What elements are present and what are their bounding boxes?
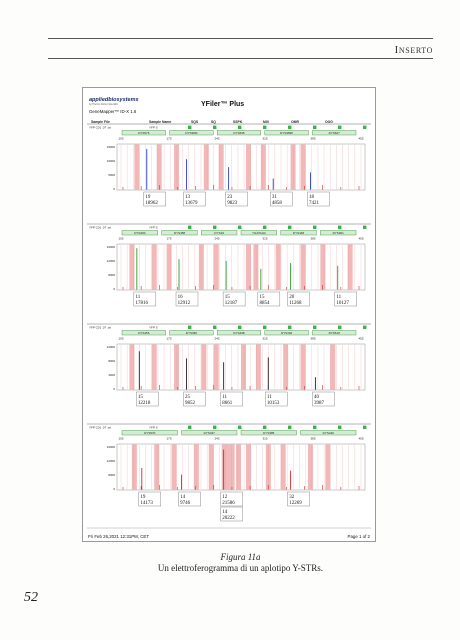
panel-0-call-allele-4: 18 xyxy=(309,194,315,200)
panel-1-quality-flag-6 xyxy=(338,226,341,229)
panel-1-x-tick-0: 105 xyxy=(118,236,124,241)
panel-1-call-height-2: 12187 xyxy=(224,301,238,306)
panel-3-x-tick-4: 385 xyxy=(310,436,316,441)
panel-1-call-allele-0: 11 xyxy=(135,294,141,300)
page-number: 52 xyxy=(24,590,38,605)
panel-1-locus-0: DYS460 xyxy=(134,231,146,235)
panel-2-x-tick-2: 245 xyxy=(214,336,220,341)
panel-2-quality-flag-2 xyxy=(238,326,241,329)
panel-3-quality-flag-2 xyxy=(238,426,241,429)
table-header-7: OOG xyxy=(325,120,333,124)
panel-0-call-allele-2: 23 xyxy=(227,194,233,200)
panel-1-quality-flag-3 xyxy=(263,226,266,229)
panel-3-bin-band-3 xyxy=(194,445,199,490)
panel-0-quality-flag-2 xyxy=(238,126,241,129)
panel-3-x-tick-5: 455 xyxy=(358,436,364,441)
panel-2-y-tick-1: 8000 xyxy=(108,359,115,363)
panel-3-x-tick-2: 245 xyxy=(214,436,220,441)
brand-logo-subtitle: by Thermo Fisher Scientific xyxy=(89,103,118,106)
panel-3-x-tick-1: 175 xyxy=(166,436,172,441)
panel-2-locus-2: DYS438 xyxy=(233,331,245,335)
panel-0-x-tick-4: 385 xyxy=(310,136,316,141)
panel-0-call-height-2: 9823 xyxy=(227,201,238,206)
panel-3-bin-band-10 xyxy=(325,445,330,490)
panel-1-bin-band-8 xyxy=(301,245,306,290)
panel-0-x-tick-1: 175 xyxy=(166,136,172,141)
brand-logo: appliedbiosystems xyxy=(89,97,139,103)
panel-3-call-height-0: 14173 xyxy=(140,501,153,506)
panel-0-y-tick-1: 10000 xyxy=(106,159,115,163)
panel-0-bin-band-3 xyxy=(204,145,209,190)
panel-0-y-tick-2: 5000 xyxy=(108,173,115,177)
panel-3-quality-flag-4 xyxy=(288,426,291,429)
panel-2-bin-band-1 xyxy=(152,345,157,390)
panel-1-quality-flag-4 xyxy=(288,226,291,229)
report-page-indicator: Page 1 of 2 xyxy=(347,534,370,539)
panel-2-call-allele-4: 40 xyxy=(314,394,319,400)
panel-0-y-tick-3: 0 xyxy=(113,187,115,191)
panel-1-bin-band-1 xyxy=(152,245,157,290)
kit-title: YFiler™ Plus xyxy=(201,101,245,108)
panel-1-x-tick-1: 175 xyxy=(166,236,172,241)
panel-2-locus-4: DYS518 xyxy=(328,331,340,335)
panel-2-quality-flag-4 xyxy=(288,326,291,329)
panel-2-quality-flag-5 xyxy=(313,326,316,329)
table-header-5: MIX xyxy=(263,120,270,124)
panel-1-bin-band-0 xyxy=(129,245,134,290)
panel-1-y-tick-3: 0 xyxy=(113,287,115,291)
panel-3-call-height-3: 12269 xyxy=(289,501,302,506)
panel-2-bin-band-6 xyxy=(256,345,261,390)
panel-3-y-tick-0: 16000 xyxy=(106,445,115,449)
report-timestamp: Fri Feb 26,2021 12:31PM, CET xyxy=(88,534,150,539)
panel-1-bin-band-2 xyxy=(167,245,172,290)
figure-caption xyxy=(48,552,433,574)
panel-1-bin-band-7 xyxy=(276,245,281,290)
panel-0-sample-name: YFP S xyxy=(149,125,158,130)
panel-0-locus-2: DYS635 xyxy=(233,131,245,135)
panel-1-bin-band-10 xyxy=(348,245,353,290)
panel-0-bin-band-8 xyxy=(301,145,306,190)
panel-3-call-allele-1: 14 xyxy=(180,494,186,500)
panel-1-locus-3: YGATAH4 xyxy=(252,231,266,235)
panel-1-call-height-0: 17816 xyxy=(135,301,148,306)
panel-2-quality-flag-1 xyxy=(213,326,216,329)
panel-2-y-tick-2: 4000 xyxy=(108,373,115,377)
panel-1-quality-flag-7 xyxy=(363,226,366,229)
panel-3-quality-flag-3 xyxy=(263,426,266,429)
software-version: GeneMapper™ ID-X 1.6 xyxy=(89,109,137,114)
panel-1-quality-flag-1 xyxy=(213,226,216,229)
panel-3-extra-call-height: 20222 xyxy=(222,516,235,521)
panel-0-bin-band-0 xyxy=(134,145,139,190)
panel-1-y-tick-2: 8000 xyxy=(108,273,115,277)
panel-0-bin-band-2 xyxy=(174,145,179,190)
panel-3-call-allele-0: 19 xyxy=(140,494,146,500)
panel-2-y-tick-3: 0 xyxy=(113,387,115,391)
panel-3-locus-2: DYS385 xyxy=(263,431,275,435)
panel-3-bin-band-8 xyxy=(281,445,286,490)
panel-0-bin-band-7 xyxy=(291,145,296,190)
panel-1-bin-band-9 xyxy=(320,245,325,290)
panel-3-sample-name: YFP S xyxy=(149,425,158,430)
panel-0-call-height-3: 4858 xyxy=(271,201,282,206)
table-header-0: Sample File xyxy=(91,120,110,124)
panel-3-locus-3: DYS449 xyxy=(322,431,334,435)
panel-2-quality-flag-3 xyxy=(263,326,266,329)
panel-2-call-allele-3: 11 xyxy=(266,394,272,400)
panel-3-quality-flag-5 xyxy=(313,426,316,429)
panel-3-quality-flag-6 xyxy=(338,426,341,429)
panel-3-bin-band-5 xyxy=(236,445,241,490)
running-head: Inserto xyxy=(394,44,433,56)
electropherogram-svg xyxy=(83,88,375,541)
table-header-1: Sample Name xyxy=(149,120,172,124)
panel-0-bin-band-6 xyxy=(261,145,266,190)
panel-1-y-tick-1: 12000 xyxy=(106,259,115,263)
panel-2-quality-flag-0 xyxy=(188,326,191,329)
panel-2-x-tick-0: 105 xyxy=(118,336,124,341)
panel-2-call-height-2: 8661 xyxy=(222,401,233,406)
panel-1-quality-flag-2 xyxy=(238,226,241,229)
panel-0-locus-0: DYS576 xyxy=(138,131,150,135)
panel-3-bin-band-1 xyxy=(154,445,159,490)
table-header-6: OMR xyxy=(291,120,299,124)
panel-2-call-height-1: 9852 xyxy=(185,401,196,406)
panel-1-locus-2: DYS19 xyxy=(214,231,224,235)
panel-0-call-allele-0: 19 xyxy=(145,194,151,200)
panel-2-bin-band-3 xyxy=(201,345,206,390)
electropherogram-figure xyxy=(82,87,376,542)
panel-2-call-height-4: 3987 xyxy=(314,401,324,406)
panel-0-sample-file: YFP C01 .07 .txt xyxy=(89,125,111,130)
panel-2-locus-3: DYS392 xyxy=(281,331,293,335)
panel-0-call-height-0: 18962 xyxy=(145,201,158,206)
panel-1-sample-file: YFP C01 .07 .txt xyxy=(89,225,111,230)
panel-0-locus-3: DYS389II xyxy=(280,131,294,135)
panel-2-call-allele-0: 15 xyxy=(137,394,143,400)
panel-0-locus-4: DYS627 xyxy=(328,131,340,135)
table-header-3: SQ xyxy=(211,120,216,124)
panel-0-quality-flag-4 xyxy=(288,126,291,129)
panel-3-call-height-2: 21586 xyxy=(222,501,235,506)
panel-3-call-allele-3: 32 xyxy=(289,494,295,500)
panel-2-x-tick-3: 315 xyxy=(262,336,268,341)
table-header-2: SQS xyxy=(191,120,199,124)
panel-0-x-tick-3: 315 xyxy=(262,136,268,141)
panel-2-y-tick-0: 12000 xyxy=(106,345,115,349)
panel-0-locus-1: DYS389I xyxy=(185,131,198,135)
panel-1-locus-4: DYS448 xyxy=(292,231,305,235)
caption-title: Figura 11a xyxy=(220,552,261,562)
panel-3-y-tick-2: 8000 xyxy=(108,473,115,477)
panel-3-x-tick-0: 105 xyxy=(118,436,124,441)
panel-1-bin-band-6 xyxy=(253,245,258,290)
panel-2-x-tick-5: 455 xyxy=(358,336,364,341)
panel-2-x-tick-1: 175 xyxy=(166,336,172,341)
panel-1-quality-flag-0 xyxy=(188,226,191,229)
panel-3-y-tick-3: 0 xyxy=(113,487,115,491)
panel-1-locus-5: DYS391 xyxy=(332,231,344,235)
panel-3-call-height-1: 9746 xyxy=(180,501,191,506)
panel-2-locus-1: DYS390 xyxy=(185,331,197,335)
panel-3-bin-band-7 xyxy=(266,445,271,490)
panel-1-call-allele-2: 15 xyxy=(224,294,230,300)
panel-2-bin-band-9 xyxy=(330,345,335,390)
panel-3-sample-file: YFP C01 .07 .txt xyxy=(89,425,111,430)
panel-2-x-tick-4: 385 xyxy=(310,336,316,341)
panel-1-bin-band-4 xyxy=(214,245,219,290)
panel-2-bin-band-2 xyxy=(174,345,179,390)
table-header-4: SSPK xyxy=(233,120,243,124)
panel-2-call-height-3: 10153 xyxy=(266,401,280,406)
panel-3-quality-flag-0 xyxy=(188,426,191,429)
panel-1-locus-1: DYS458 xyxy=(173,231,186,235)
panel-0-call-height-1: 13679 xyxy=(185,201,198,206)
panel-1-call-allele-5: 11 xyxy=(336,294,342,300)
panel-3-x-tick-3: 315 xyxy=(262,436,268,441)
panel-1-call-allele-3: 15 xyxy=(259,294,265,300)
panel-2-bin-band-5 xyxy=(241,345,246,390)
panel-0-quality-flag-6 xyxy=(338,126,341,129)
panel-2-call-allele-1: 25 xyxy=(185,394,191,400)
panel-1-call-height-4: 11268 xyxy=(289,301,302,306)
panel-2-sample-file: YFP C01 .07 .txt xyxy=(89,325,111,330)
panel-0-x-tick-2: 245 xyxy=(214,136,220,141)
panel-3-locus-1: DYS437 xyxy=(203,431,215,435)
panel-3-y-tick-1: 12000 xyxy=(106,459,115,463)
panel-1-bin-band-3 xyxy=(199,245,204,290)
panel-0-x-tick-5: 455 xyxy=(358,136,364,141)
panel-3-bin-band-2 xyxy=(172,445,177,490)
panel-3-locus-0: DYS570 xyxy=(144,431,156,435)
panel-3-quality-flag-1 xyxy=(213,426,216,429)
panel-2-bin-band-4 xyxy=(214,345,219,390)
panel-0-bin-band-1 xyxy=(157,145,162,190)
header-rule-top xyxy=(48,38,433,39)
panel-3-bin-band-0 xyxy=(132,445,137,490)
panel-0-quality-flag-1 xyxy=(213,126,216,129)
panel-1-sample-name: YFP S xyxy=(149,225,158,230)
panel-1-x-tick-2: 245 xyxy=(214,236,220,241)
panel-1-quality-flag-5 xyxy=(313,226,316,229)
panel-2-quality-flag-6 xyxy=(338,326,341,329)
panel-0-quality-flag-7 xyxy=(363,126,366,129)
panel-1-y-tick-0: 16000 xyxy=(106,245,115,249)
caption-text: Un elettroferogramma di un aplotipo Y-STRs. xyxy=(157,563,324,573)
panel-1-call-height-1: 12912 xyxy=(177,301,191,306)
panel-2-sample-name: YFP S xyxy=(149,325,158,330)
header-rule-bottom xyxy=(48,58,433,59)
panel-2-bin-band-7 xyxy=(283,345,288,390)
panel-1-call-allele-1: 16 xyxy=(177,294,183,300)
panel-3-extra-call-allele: 14 xyxy=(222,509,228,515)
panel-2-bin-band-8 xyxy=(301,345,306,390)
panel-0-x-tick-0: 105 xyxy=(118,136,124,141)
panel-3-bin-band-9 xyxy=(308,445,313,490)
panel-2-bin-band-0 xyxy=(129,345,134,390)
panel-0-quality-flag-5 xyxy=(313,126,316,129)
panel-0-call-height-4: 7421 xyxy=(309,201,320,206)
panel-2-call-allele-2: 11 xyxy=(222,394,228,400)
panel-3-bin-band-4 xyxy=(209,445,214,490)
panel-0-quality-flag-3 xyxy=(263,126,266,129)
panel-0-call-allele-1: 13 xyxy=(185,194,191,200)
panel-0-quality-flag-0 xyxy=(188,126,191,129)
panel-1-call-height-3: 8854 xyxy=(259,301,270,306)
panel-1-call-allele-4: 20 xyxy=(289,294,295,300)
panel-2-locus-0: DYS456 xyxy=(138,331,150,335)
panel-0-y-tick-0: 15000 xyxy=(106,145,115,149)
panel-1-x-tick-3: 315 xyxy=(262,236,268,241)
panel-2-call-height-0: 12218 xyxy=(137,401,151,406)
panel-3-call-allele-2: 12 xyxy=(222,494,228,500)
panel-0-call-allele-3: 31 xyxy=(271,194,277,200)
panel-0-plot-area xyxy=(117,144,365,190)
panel-1-call-height-5: 10127 xyxy=(336,301,349,306)
panel-2-quality-flag-7 xyxy=(363,326,366,329)
panel-1-x-tick-5: 455 xyxy=(358,236,364,241)
panel-1-x-tick-4: 385 xyxy=(310,236,316,241)
panel-3-quality-flag-7 xyxy=(363,426,366,429)
